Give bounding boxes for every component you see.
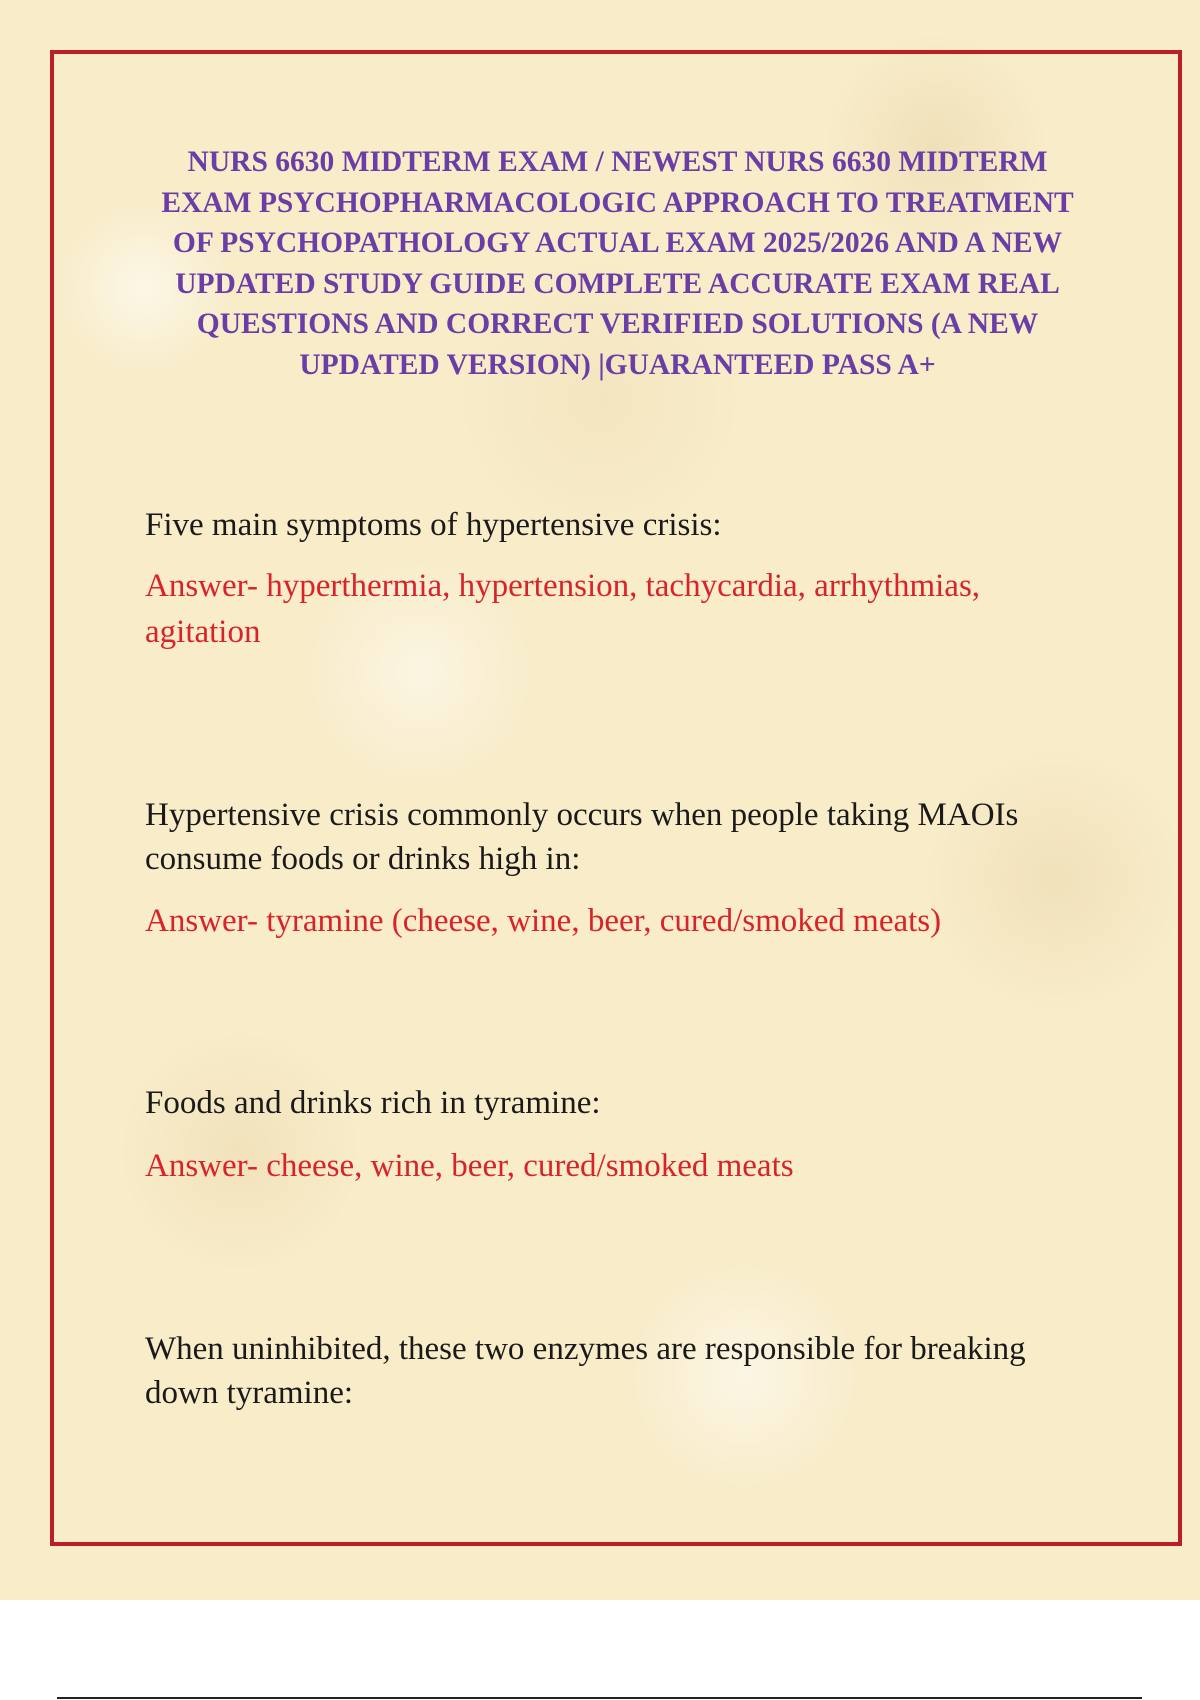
answer-3: Answer- cheese, wine, beer, cured/smoked meats: [145, 1148, 794, 1184]
document-title: NURS 6630 MIDTERM EXAM / NEWEST NURS 6630 MIDTERM EXAM PSYCHOPHARMACOLOGIC APPROACH TO TREATMENT OF PSYCHOPATHOLOGY ACTUAL EXAM 2025/2026 AND A NEW UPDATED STUDY GUIDE COMPLETE ACCURATE EXAM REAL QUESTIONS AND CORRECT VERIFIED SOLUTIONS (A NEW UPDATED VERSION) |GUARANTEED PASS A+: [161, 146, 1074, 381]
footer-divider: [57, 1697, 1142, 1699]
question-2: Hypertensive crisis commonly occurs when people taking MAOIs consume foods or drinks high in:: [145, 797, 1019, 877]
question-1: Five main symptoms of hypertensive crisis:: [145, 507, 722, 543]
answer-1: Answer- hyperthermia, hypertension, tachycardia, arrhythmias, agitation: [145, 568, 981, 650]
question-4: When uninhibited, these two enzymes are responsible for breaking down tyramine:: [145, 1331, 1026, 1411]
answer-2: Answer- tyramine (cheese, wine, beer, cured/smoked meats): [145, 903, 942, 939]
question-3: Foods and drinks rich in tyramine:: [145, 1085, 601, 1121]
